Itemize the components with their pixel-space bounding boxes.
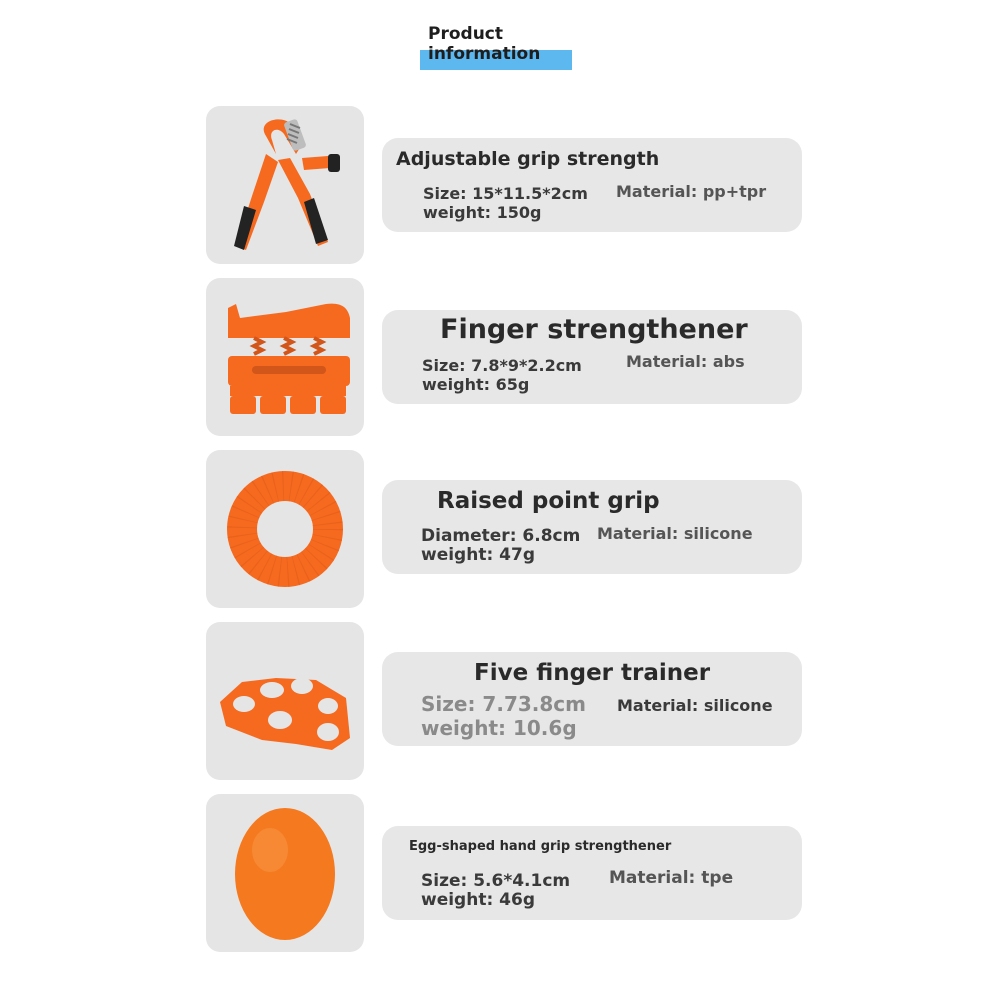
product-weight: weight: 65g [422, 375, 530, 394]
product-image-1 [206, 106, 364, 264]
section-header [420, 24, 572, 72]
egg-grip-icon [206, 794, 364, 952]
product-title: Egg-shaped hand grip strengthener [409, 839, 672, 854]
product-image-3 [206, 450, 364, 608]
product-card-5 [382, 826, 802, 920]
product-weight: weight: 10.6g [421, 716, 577, 740]
product-image-2 [206, 278, 364, 436]
product-material: Material: silicone [617, 696, 773, 715]
product-weight: weight: 150g [423, 203, 542, 222]
product-title: Five finger trainer [474, 660, 711, 686]
header-title-line1: Product [428, 24, 503, 44]
product-size: Size: 15*11.5*2cm [423, 184, 588, 203]
product-card-1 [382, 138, 802, 232]
product-size: Diameter: 6.8cm [421, 526, 581, 546]
product-card-2 [382, 310, 802, 404]
product-card-3 [382, 480, 802, 574]
product-title: Finger strengthener [440, 314, 748, 345]
product-material: Material: pp+tpr [616, 182, 767, 201]
product-material: Material: silicone [597, 524, 753, 543]
finger-trainer-icon [206, 622, 364, 780]
product-size: Size: 7.8*9*2.2cm [422, 356, 582, 375]
product-image-4 [206, 622, 364, 780]
product-size: Size: 7.73.8cm [421, 692, 586, 716]
product-image-5 [206, 794, 364, 952]
product-material: Material: abs [626, 352, 745, 371]
finger-strengthener-icon [206, 278, 364, 436]
product-weight: weight: 46g [421, 890, 536, 910]
product-material: Material: tpe [609, 868, 734, 888]
grip-ring-icon [206, 450, 364, 608]
header-title-line2: information [428, 44, 541, 64]
product-title: Raised point grip [437, 488, 660, 514]
product-title: Adjustable grip strength [396, 148, 660, 170]
hand-gripper-icon [206, 106, 364, 264]
product-size: Size: 5.6*4.1cm [421, 871, 571, 891]
product-card-4 [382, 652, 802, 746]
product-weight: weight: 47g [421, 545, 536, 565]
